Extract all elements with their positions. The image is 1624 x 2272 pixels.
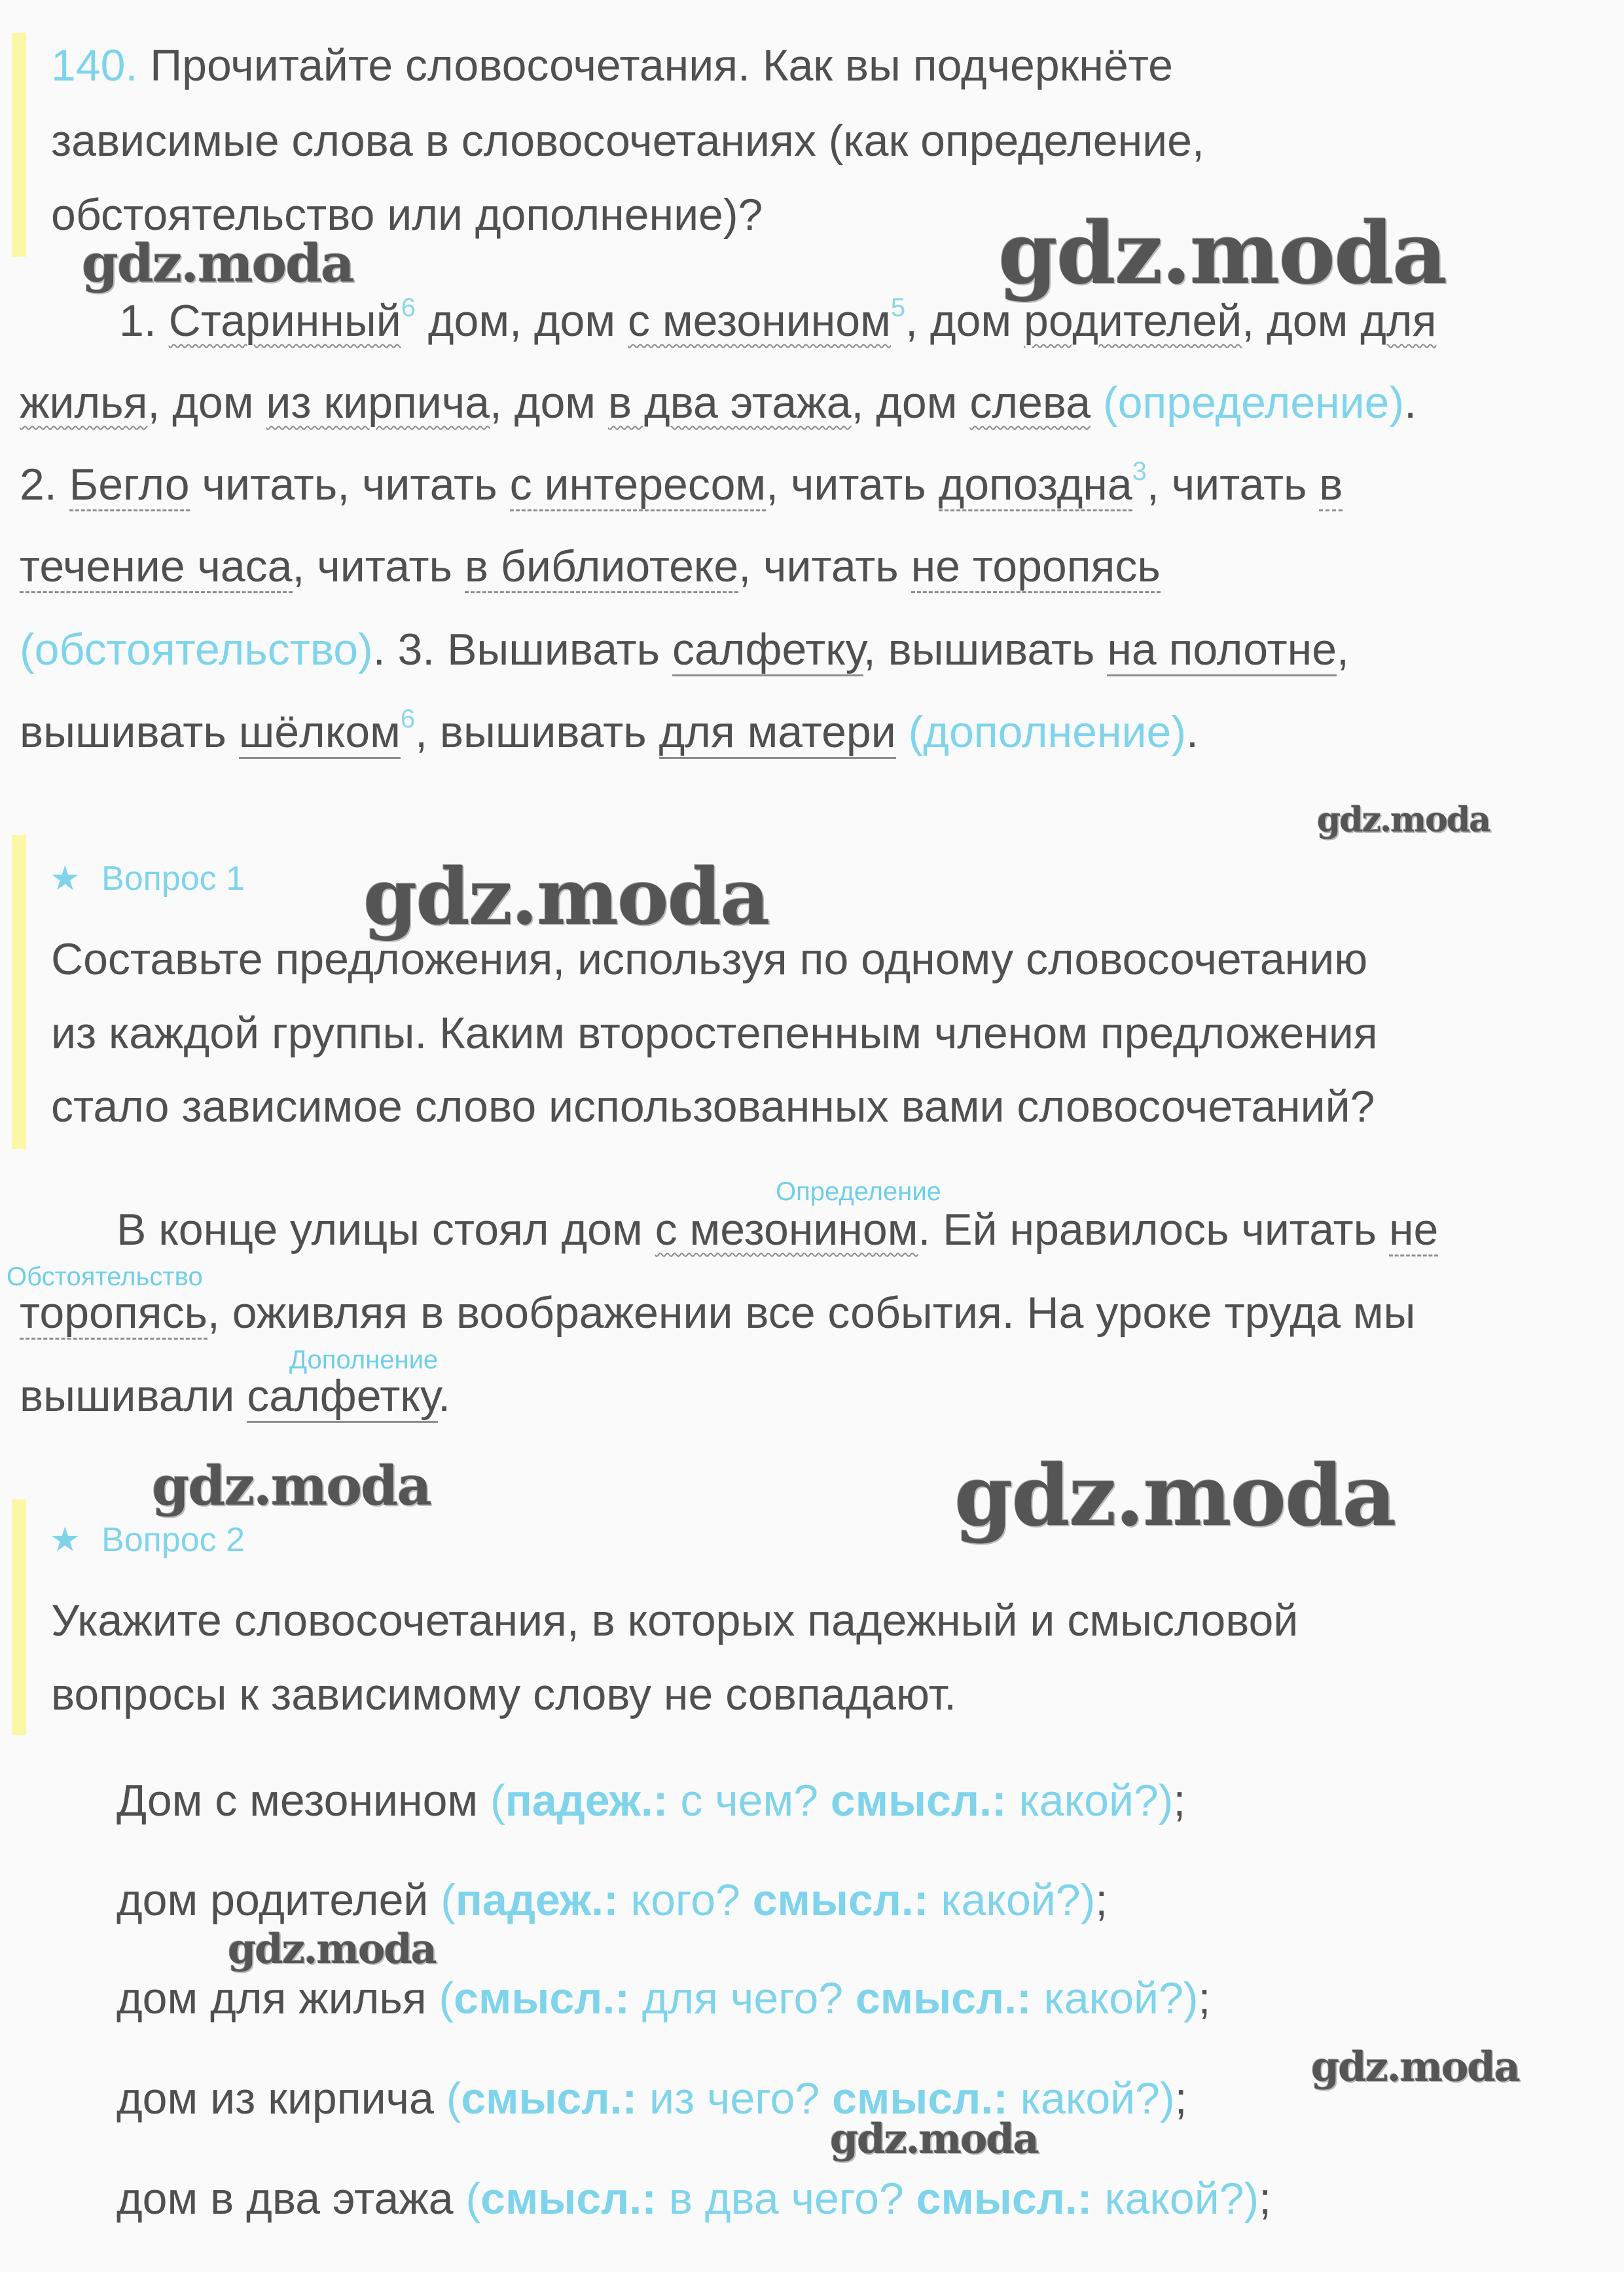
word-dopozdna: допоздна <box>939 460 1132 511</box>
q2-accent-bar <box>12 1499 26 1735</box>
word-a-salfetku: салфетку <box>247 1371 438 1423</box>
answer-line-6: вышивать шёлком$^6$, вышивать для матери (дополнение). <box>20 706 1199 765</box>
word-polotne: на полотне <box>1107 625 1337 676</box>
watermark: gdz.moda <box>82 232 353 294</box>
q1-answer-line-2: торопясь, оживляя в воображении все события. На уроке труда мы <box>20 1287 1415 1339</box>
word-a-mezoninom: с мезонином <box>655 1205 918 1255</box>
word-dlya: для <box>1360 296 1437 346</box>
watermark: gdz.moda <box>954 1447 1396 1545</box>
q2-item: дом из кирпича (смысл.: из чего? смысл.: какой?); <box>117 2074 1187 2123</box>
answer-line-1: 1. Старинный$^6$ дом, дом с мезонином$^5$, дом родителей, дом для <box>119 293 1437 346</box>
word-ne-toropyas: не торопясь <box>911 541 1161 593</box>
q1-label: Вопрос 1 <box>101 860 245 898</box>
word-a-toropyas: торопясь <box>20 1288 208 1340</box>
word-kirpicha: из кирпича <box>266 378 490 428</box>
word-shelkom: шёлком <box>239 707 401 759</box>
annotation-dopolnenie: Дополнение <box>289 1346 439 1374</box>
annotation-obstoyatelstvo: Обстоятельство <box>7 1262 203 1291</box>
q2-item: Дом с мезонином (падеж.: с чем? смысл.: какой?); <box>117 1776 1186 1825</box>
label-obstoyatelstvo: (обстоятельство) <box>20 625 373 674</box>
word-interes: с интересом <box>510 460 767 511</box>
answer-line-2: жилья, дом из кирпича, дом в два этажа, дом слева (определение). <box>20 378 1417 428</box>
label-dopolnenie: (дополнение) <box>908 707 1186 757</box>
task-line-1 <box>51 39 1173 92</box>
word-dva-etazha: в два этажа <box>607 378 852 428</box>
q2-label: Вопрос 2 <box>101 1521 245 1559</box>
watermark: gdz.moda <box>228 1925 436 1973</box>
watermark: gdz.moda <box>1317 800 1490 840</box>
q1-line-1: Составьте предложения, используя по одному словосочетанию <box>51 934 1368 984</box>
q1-line-2: из каждой группы. Каким второстепенным членом предложения <box>51 1008 1378 1058</box>
watermark: gdz.moda <box>152 1455 431 1518</box>
annotation-opredelenie: Определение <box>776 1177 941 1206</box>
word-roditeley: родителей <box>1024 296 1242 346</box>
q2-line-1: Укажите словосочетания, в которых падежный и смысловой <box>51 1596 1299 1645</box>
q1-accent-bar <box>12 835 26 1149</box>
q2-item: дом в два этажа (смысл.: в два чего? смысл.: какой?); <box>117 2174 1272 2224</box>
answer-line-3: 2. Бегло читать, читать с интересом, читать допоздна$^3$, читать в <box>20 458 1343 517</box>
task-line-2: зависимые слова в словосочетаниях (как определение, <box>51 116 1204 166</box>
word-techenie: течение часа <box>20 541 293 593</box>
q1-answer-line-1: В конце улицы стоял дом с мезонином. Ей нравилось читать не <box>117 1203 1438 1256</box>
star-icon: ★ <box>50 860 81 898</box>
watermark: gdz.moda <box>998 203 1447 303</box>
star-icon: ★ <box>50 1521 81 1559</box>
task-number: 140. <box>51 41 138 90</box>
q2-item: дом родителей (падеж.: кого? смысл.: какой?); <box>117 1875 1108 1925</box>
word-sleva: слева <box>969 378 1091 428</box>
task-accent-bar <box>12 33 26 257</box>
word-salfetku: салфетку <box>672 625 863 676</box>
word-starinny: Старинный <box>168 296 401 346</box>
label-opredelenie: (определение) <box>1102 378 1405 428</box>
q1-line-3: стало зависимое слово использованных вами словосочетаний? <box>51 1082 1375 1131</box>
word-biblio: в библиотеке <box>465 541 738 593</box>
q1-header <box>50 859 245 898</box>
watermark: gdz.moda <box>363 851 769 942</box>
word-zhilya: жилья <box>20 378 148 428</box>
q2-line-2: вопросы к зависимому слову не совпадают. <box>51 1670 957 1719</box>
word-mezoninom: с мезонином <box>628 296 891 346</box>
q2-item: дом для жилья (смысл.: для чего? смысл.: какой?); <box>117 1973 1211 2023</box>
word-materi: для матери <box>659 707 896 759</box>
answer-line-5: (обстоятельство). 3. Вышивать салфетку, вышивать на полотне, <box>20 623 1349 676</box>
word-v: в <box>1319 460 1343 511</box>
q2-header <box>50 1520 245 1560</box>
word-a-ne: не <box>1389 1205 1438 1256</box>
answer-line-4: течение часа, читать в библиотеке, читать не торопясь <box>20 540 1161 593</box>
watermark: gdz.moda <box>1311 2043 1519 2091</box>
word-beglo: Бегло <box>69 460 190 511</box>
watermark: gdz.moda <box>830 2115 1038 2163</box>
task-line-3: обстоятельство или дополнение)? <box>51 190 763 240</box>
q1-answer-line-3: вышивали салфетку. <box>20 1370 450 1422</box>
task-text-1: Прочитайте словосочетания. Как вы подчеркнёте <box>150 41 1174 90</box>
